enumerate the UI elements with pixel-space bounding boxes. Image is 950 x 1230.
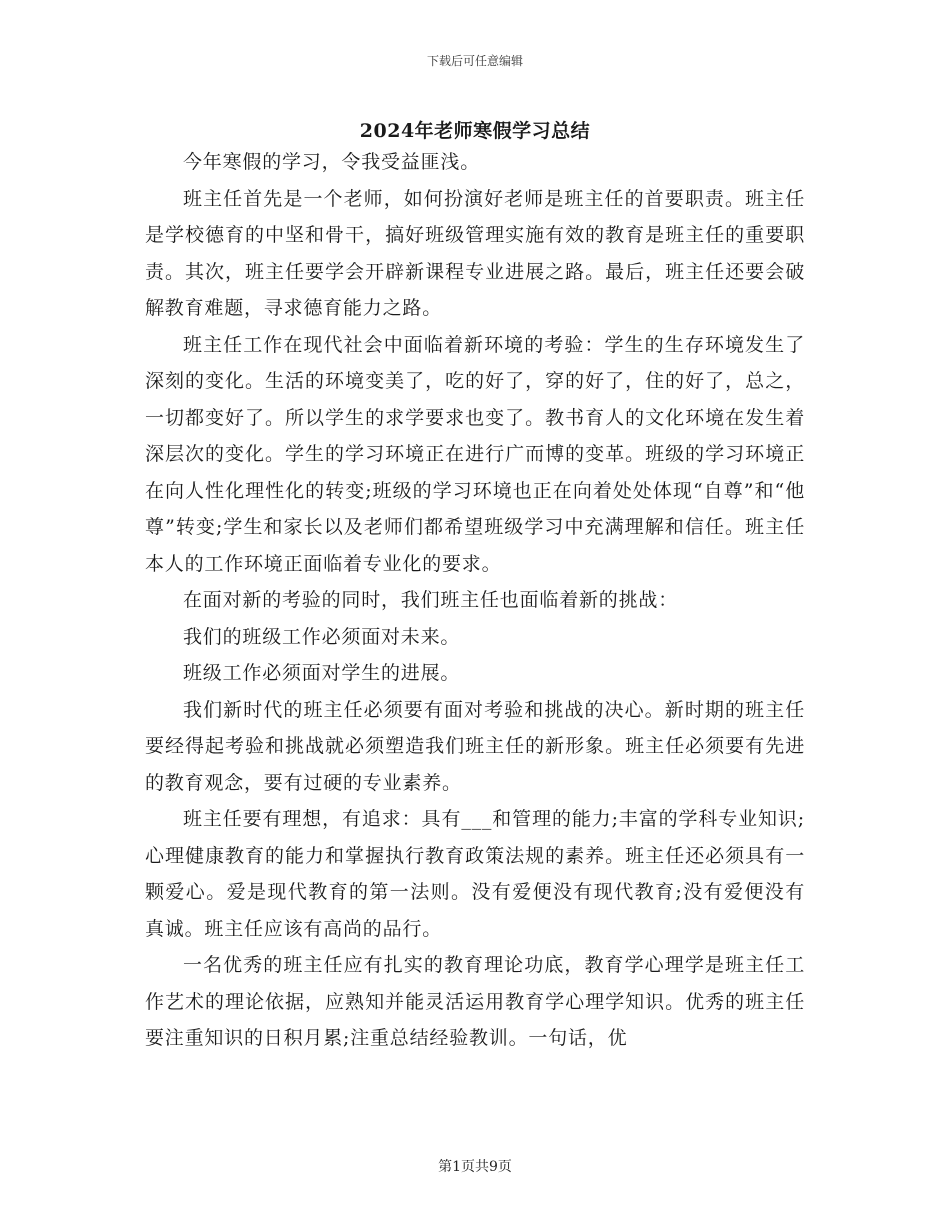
document-title: 2024年老师寒假学习总结 xyxy=(359,120,591,142)
document-body xyxy=(145,144,805,1057)
paragraph-challenge: 在面对新的考验的同时，我们班主任也面临着新的挑战： xyxy=(183,589,679,611)
paragraph-environment: 班主任工作在现代社会中面临着新环境的考验：学生的生存环境发生了深刻的变化。生活的环境变美了，吃的好了，穿的好了，住的好了，总之，一切都变好了。所以学生的求学要求也变了。教书育人的文化环境在发生着深层次的变化。学生的学习环境正在进行广而博的变革。班级的学习环境正在向人性化理性化的转变;班级的学习环境也正在向着处处体现“自尊”和“他尊”转变;学生和家长以及老师们都希望班级学习中充满理解和信任。班主任本人的工作环境正面临着专业化的要求。 xyxy=(145,333,805,575)
paragraph-theory: 一名优秀的班主任应有扎实的教育理论功底，教育学心理学是班主任工作艺术的理论依据，应熟知并能灵活运用教育学心理学知识。优秀的班主任要注重知识的日积月累;注重总结经验教训。一句话，优 xyxy=(145,954,805,1049)
page-header-note: 下载后可任意编辑 xyxy=(426,54,523,68)
paragraph-intro: 今年寒假的学习，令我受益匪浅。 xyxy=(183,151,481,173)
paragraph-determination: 我们新时代的班主任必须要有面对考验和挑战的决心。新时期的班主任要经得起考验和挑战就必须塑造我们班主任的新形象。班主任必须要有先进的教育观念，要有过硬的专业素养。 xyxy=(145,698,805,794)
paragraph-progress: 班级工作必须面对学生的进展。 xyxy=(183,662,461,684)
page-number: 第1页共9页 xyxy=(438,1159,512,1175)
paragraph-role: 班主任首先是一个老师，如何扮演好老师是班主任的首要职责。班主任是学校德育的中坚和骨干，搞好班级管理实施有效的教育是班主任的重要职责。其次，班主任要学会开辟新课程专业进展之路。最后，班主任还要会破解教育难题，寻求德育能力之路。 xyxy=(145,187,805,319)
paragraph-ideals: 班主任要有理想，有追求：具有___和管理的能力;丰富的学科专业知识;心理健康教育的能力和掌握执行教育政策法规的素养。班主任还必须具有一颗爱心。爱是现代教育的第一法则。没有爱便没有现代教育;没有爱便没有真诚。班主任应该有高尚的品行。 xyxy=(145,808,805,940)
paragraph-future: 我们的班级工作必须面对未来。 xyxy=(183,625,461,648)
